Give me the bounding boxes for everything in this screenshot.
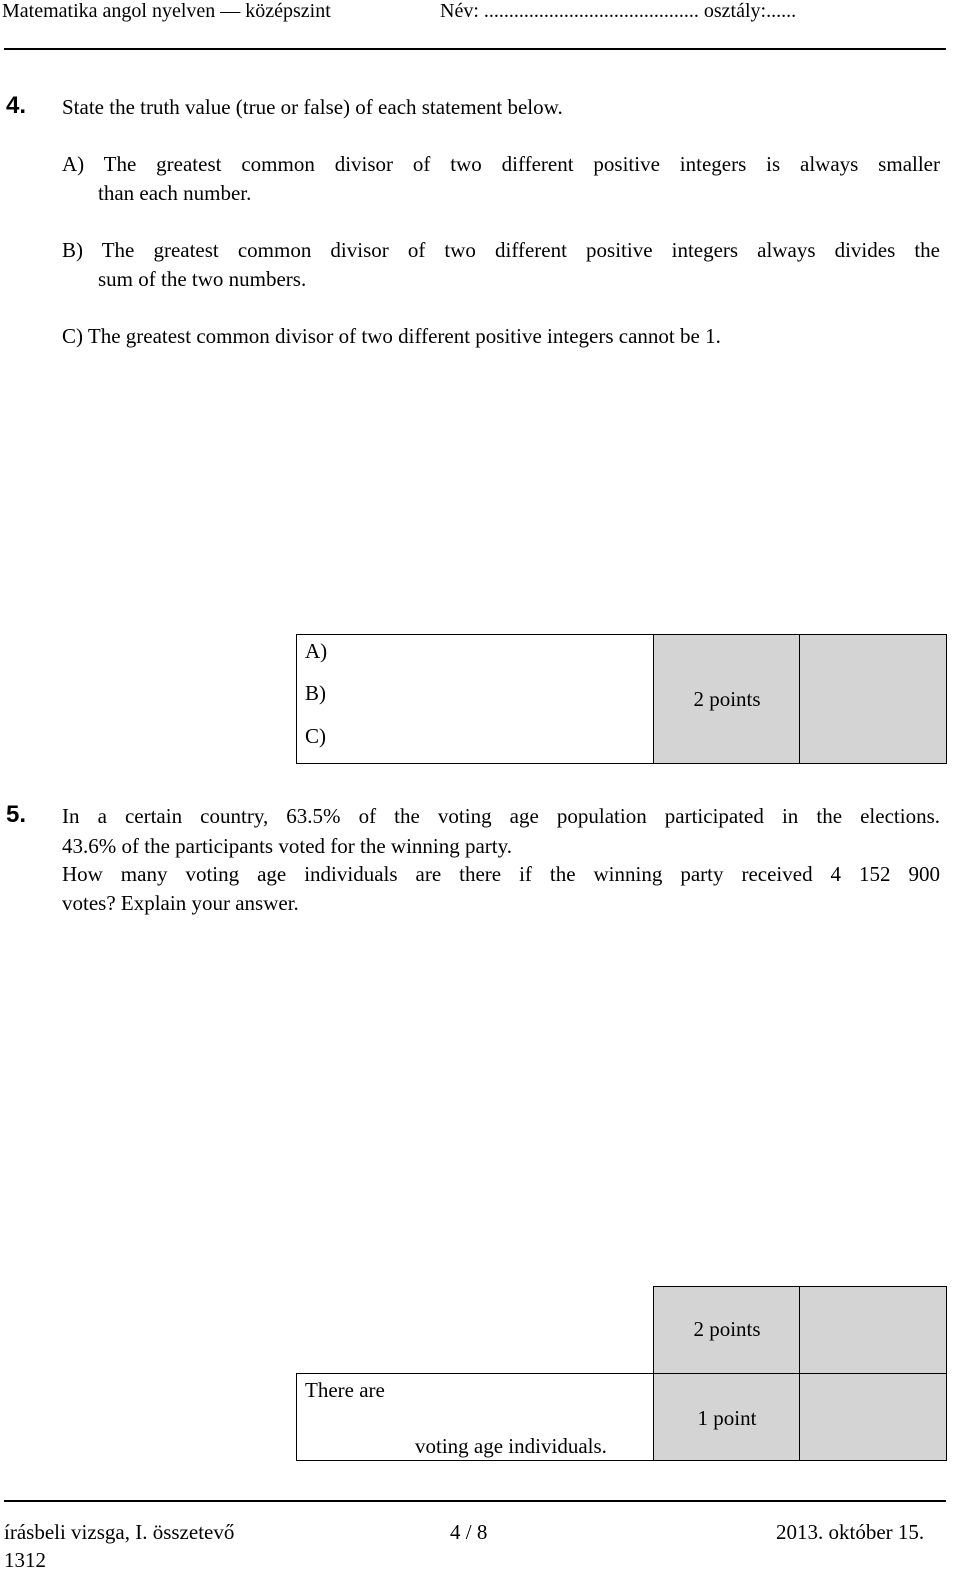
q5-points-bottom-label: 1 point	[697, 1406, 757, 1430]
q5-line1: In a certain country, 63.5% of the voting age population participated in the elections.	[62, 804, 940, 828]
q5-score-cell-top	[799, 1286, 947, 1375]
q4-score-cell	[799, 634, 947, 764]
q5-line4: votes? Explain your answer.	[62, 891, 299, 915]
header-subject: Matematika angol nyelven — középszint	[2, 0, 331, 22]
q4-statement-b-line1: B) The greatest common divisor of two different positive integers always divides the	[62, 238, 940, 262]
q5-line3: How many voting age individuals are there if the winning party received 4 152 900	[62, 862, 940, 886]
header-divider	[4, 48, 946, 50]
q4-points-cell	[653, 634, 801, 764]
q4-prompt: State the truth value (true or false) of each statement below.	[62, 95, 563, 119]
q4-points-label: 2 points	[693, 687, 761, 711]
footer-exam-name: írásbeli vizsga, I. összetevő	[4, 1520, 235, 1544]
q4-answer-field[interactable]	[296, 634, 655, 764]
q4-answer-label-a: A)	[305, 639, 328, 663]
q4-statement-b-line2: sum of the two numbers.	[98, 267, 307, 291]
q4-number: 4.	[6, 92, 27, 119]
q4-statement-a-line1: A) The greatest common divisor of two different positive integers is always smaller	[62, 152, 940, 176]
footer-page-number: 4 / 8	[450, 1520, 488, 1544]
footer-code: 1312	[4, 1548, 46, 1572]
q5-number: 5.	[6, 801, 27, 828]
q5-points-cell-top	[653, 1286, 801, 1375]
q4-statement-c: C) The greatest common divisor of two different positive integers cannot be 1.	[62, 324, 721, 348]
q5-points-cell-bottom	[653, 1373, 801, 1461]
footer-divider	[4, 1500, 946, 1502]
q5-answer-prefix: There are	[305, 1378, 385, 1402]
q5-score-cell-bottom	[799, 1373, 947, 1461]
footer-date: 2013. október 15.	[776, 1520, 925, 1544]
q4-statement-a-line2: than each number.	[98, 181, 252, 205]
header-name-class-field: Név: ........................................... osztály:......	[440, 0, 797, 22]
q5-points-top-label: 2 points	[693, 1317, 761, 1341]
q5-line2: 43.6% of the participants voted for the winning party.	[62, 834, 513, 858]
q4-answer-label-c: C)	[305, 724, 326, 748]
q4-answer-label-b: B)	[305, 681, 326, 705]
q5-answer-field[interactable]	[296, 1373, 655, 1461]
q5-answer-suffix: voting age individuals.	[415, 1434, 607, 1458]
